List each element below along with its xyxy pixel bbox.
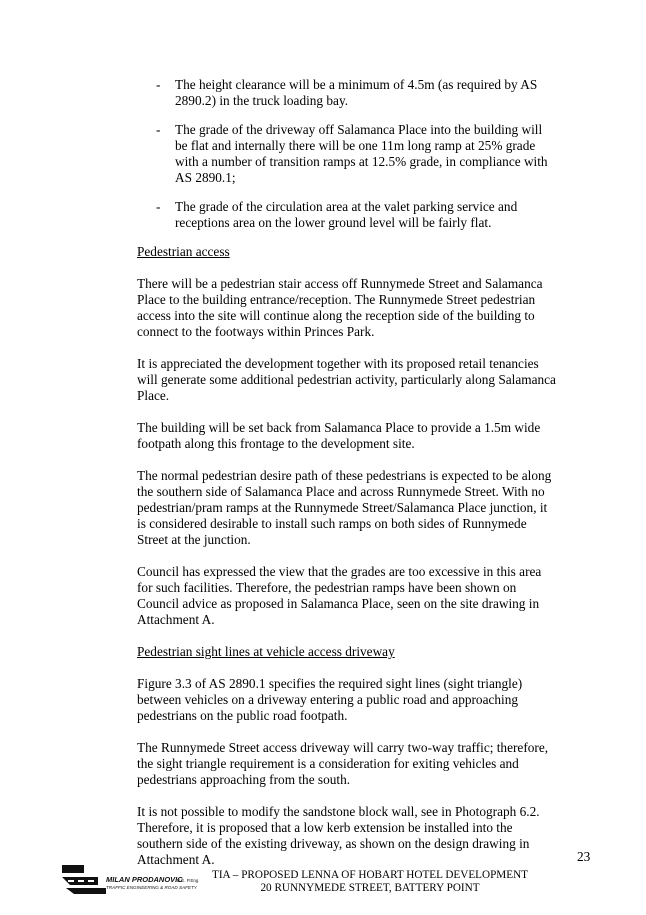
bullet-item — [137, 77, 557, 109]
paragraph: The Runnymede Street access driveway will carry two-way traffic; therefore, the sight triangle requirement is a consideration for exiting vehicles and pedestrians approaching from the south. — [137, 740, 549, 787]
bullet-dash: - — [156, 77, 161, 92]
paragraph: The normal pedestrian desire path of these pedestrians is expected to be along the southern side of Salamanca Place and across Runnymede Street. With no pedestrian/pram ramps at the Runnymede Street/Salamanca Place junction, it is considered desirable to install such ramps on both sides of Runnymede Street at the junction. — [137, 468, 552, 547]
bullet-item — [137, 122, 557, 186]
page-content — [137, 77, 557, 884]
section-heading-pedestrian-access: Pedestrian access — [137, 244, 230, 259]
company-logo — [60, 864, 200, 900]
logo-tagline: TRAFFIC ENGINEERING & ROAD SAFETY — [106, 885, 197, 890]
paragraph: Figure 3.3 of AS 2890.1 specifies the required sight lines (sight triangle) between vehicles on a driveway entering a public road and approaching pedestrians on the public road footpath. — [137, 676, 523, 723]
logo-name: MILAN PRODANOVIC — [106, 875, 183, 884]
logo-credential: B.E. P.Eng — [177, 878, 199, 883]
paragraph: There will be a pedestrian stair access off Runnymede Street and Salamanca Place to the building entrance/reception. The Runnymede Street pedestrian access into the site will continue along the reception side of the building to connect to the footways within Princes Park. — [137, 276, 543, 339]
footer — [200, 869, 540, 895]
road-logo-icon — [60, 864, 200, 900]
section-heading-sight-lines: Pedestrian sight lines at vehicle access driveway — [137, 644, 395, 659]
bullet-item — [137, 199, 557, 231]
bullet-dash: - — [156, 199, 161, 214]
bullet-dash: - — [156, 122, 161, 137]
bullet-text: The grade of the circulation area at the valet parking service and receptions area on the lower ground level will be fairly flat. — [175, 199, 518, 230]
page-number: 23 — [577, 849, 591, 864]
bullet-text: The grade of the driveway off Salamanca Place into the building will be flat and internally there will be one 11m long ramp at 25% grade with a number of transition ramps at 12.5% grade, in compliance with AS 2890.1; — [175, 122, 548, 185]
paragraph: It is appreciated the development together with its proposed retail tenancies will generate some additional pedestrian activity, particularly along Salamanca Place. — [137, 356, 556, 403]
paragraph: Council has expressed the view that the grades are too excessive in this area for such facilities. Therefore, the pedestrian ramps have been shown on Council advice as proposed in Salamanca Place, seen on the site drawing in Attachment A. — [137, 564, 542, 627]
paragraph: The building will be set back from Salamanca Place to provide a 1.5m wide footpath along this frontage to the development site. — [137, 420, 541, 451]
paragraph: It is not possible to modify the sandstone block wall, see in Photograph 6.2. Therefore, it is proposed that a low kerb extension be installed into the southern side of the existing driveway, as shown on the design drawing in Attachment A. — [137, 804, 540, 867]
footer-address: 20 RUNNYMEDE STREET, BATTERY POINT — [260, 882, 480, 894]
footer-title: TIA – PROPOSED LENNA OF HOBART HOTEL DEVELOPMENT — [211, 869, 528, 881]
bullet-text: The height clearance will be a minimum of 4.5m (as required by AS 2890.2) in the truck loading bay. — [175, 77, 538, 108]
